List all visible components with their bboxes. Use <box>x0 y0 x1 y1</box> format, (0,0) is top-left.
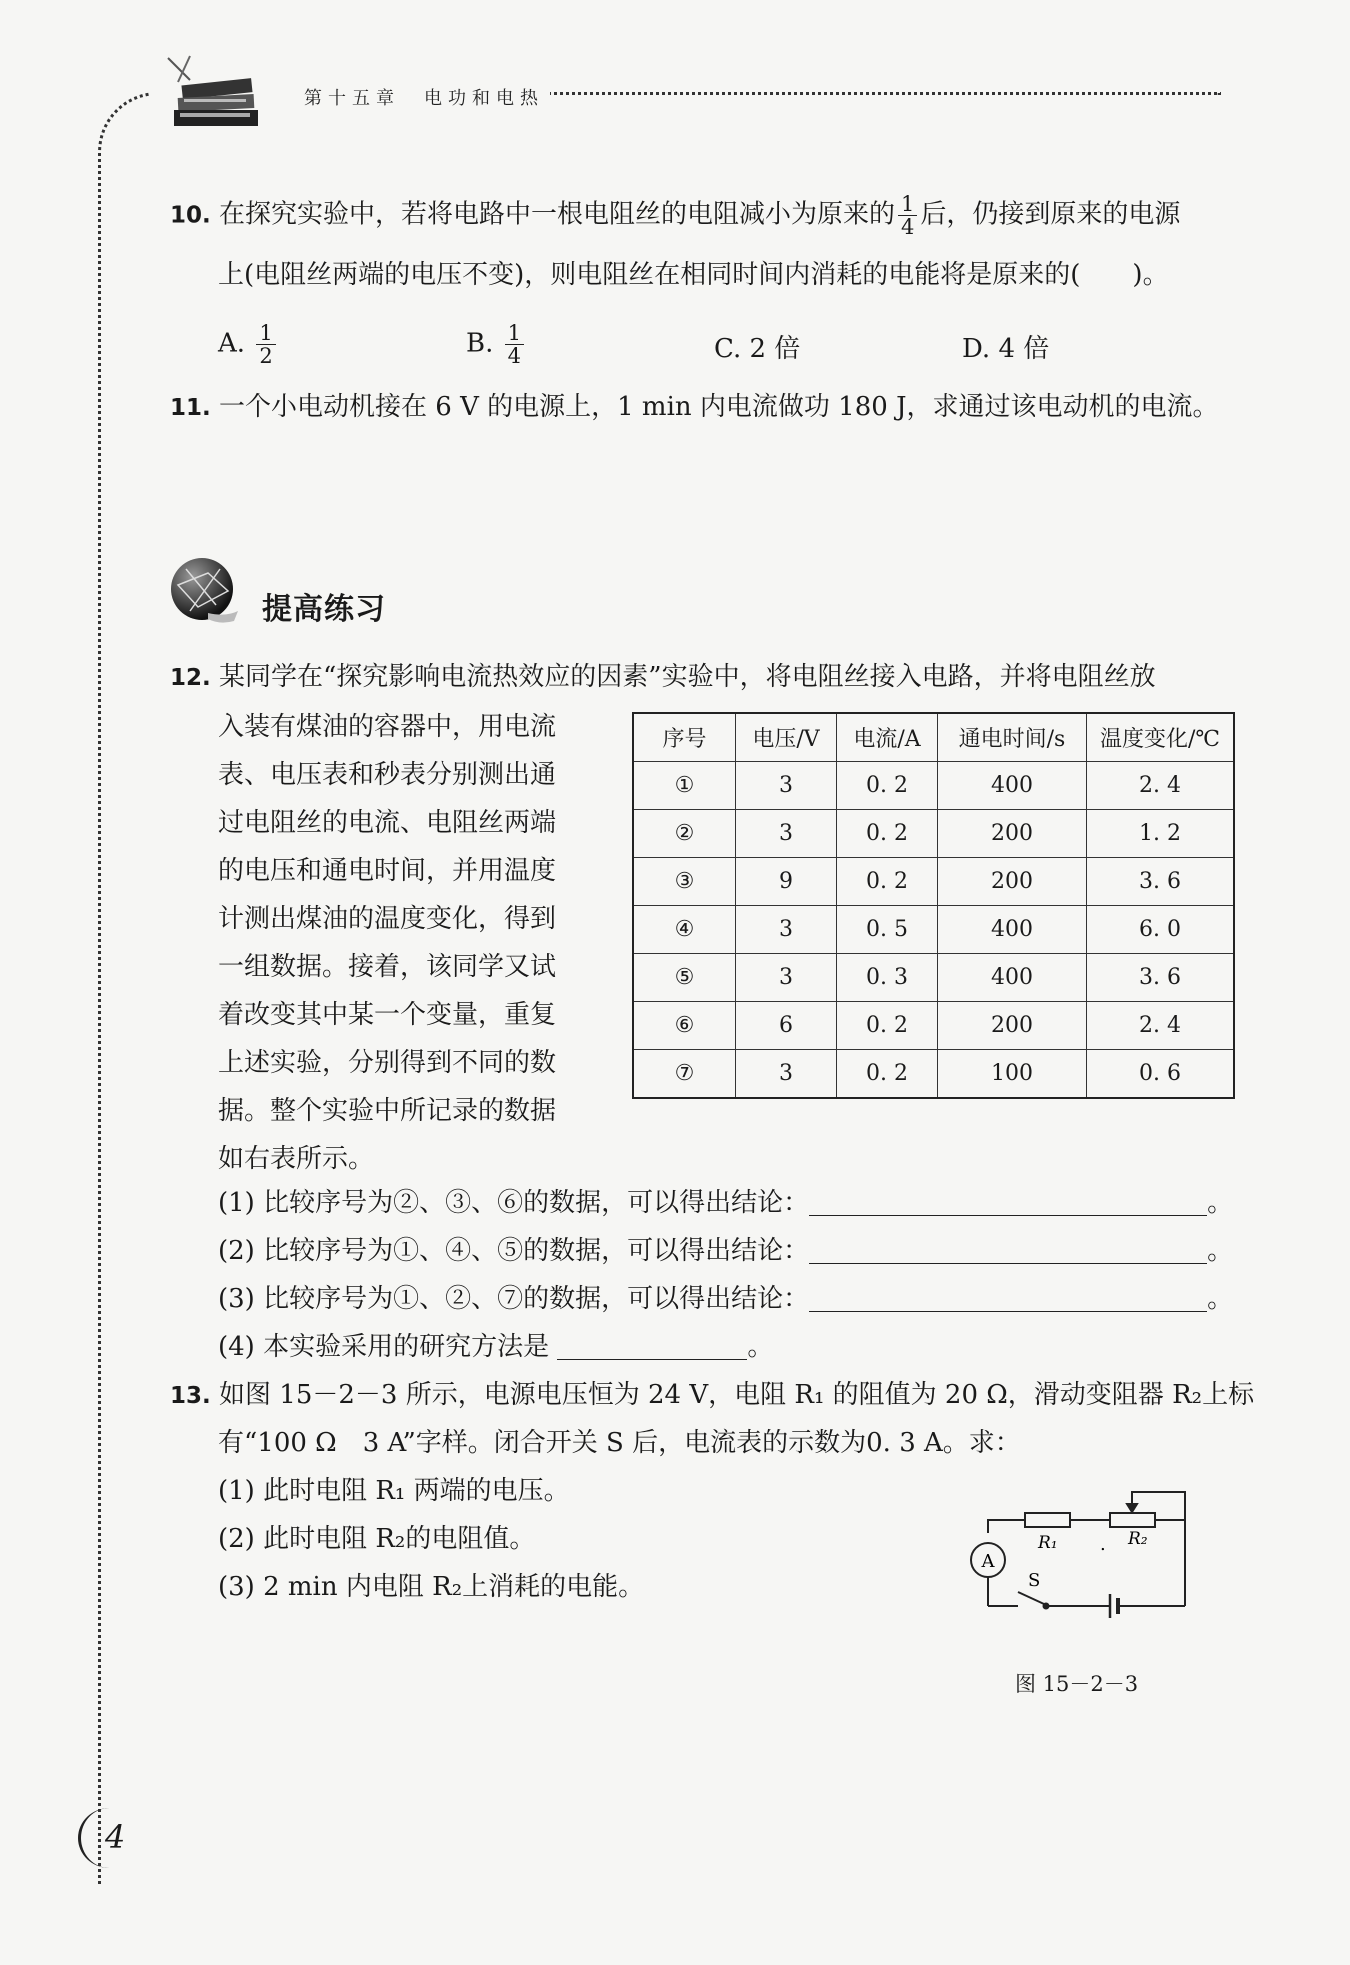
switch-icon <box>1018 1592 1044 1604</box>
table-row: ⑥ 6 0. 2 200 2. 4 <box>633 1002 1234 1050</box>
svg-text:R₁: R₁ <box>1038 1533 1058 1553</box>
table-header-row: 序号 电压/V 电流/A 通电时间/s 温度变化/℃ <box>633 713 1234 762</box>
q10-fraction: $\frac{1}{4}$ <box>898 193 917 238</box>
q12-sub1: (1) 比较序号为②、③、⑥的数据，可以得出结论： 。 <box>218 1188 1234 1218</box>
q13-sub1: (1) 此时电阻 R₁ 两端的电压。 <box>218 1476 570 1506</box>
books-logo-icon <box>160 52 270 138</box>
q10-line1 <box>170 193 1180 238</box>
globe-icon <box>168 555 240 627</box>
svg-text:A: A <box>981 1551 995 1572</box>
q10-text-after: 后，仍接到原来的电源 <box>920 199 1181 230</box>
q10-option-c: C. 2 倍 <box>714 334 801 364</box>
table-row: ② 3 0. 2 200 1. 2 <box>633 810 1234 858</box>
resistor-r1 <box>1025 1513 1070 1527</box>
q10-number: 10. <box>170 202 211 229</box>
q12-sub2: (2) 比较序号为①、④、⑤的数据，可以得出结论： 。 <box>218 1236 1234 1266</box>
q13-sub2: (2) 此时电阻 R₂的电阻值。 <box>218 1524 536 1554</box>
answer-blank-4[interactable] <box>557 1335 747 1360</box>
q12-line1: 12. 某同学在“探究影响电流热效应的因素”实验中，将电阻丝接入电路，并将电阻丝放 <box>170 662 1156 692</box>
chapter-header: 第十五章 电功和电热 <box>298 84 550 110</box>
q13-line2: 有“100 Ω 3 A”字样。闭合开关 S 后，电流表的示数为0. 3 A。求： <box>218 1428 1021 1458</box>
answer-blank-2[interactable] <box>809 1239 1207 1264</box>
circuit-diagram <box>960 1480 1190 1640</box>
q12-sub4: (4) 本实验采用的研究方法是 。 <box>218 1332 774 1362</box>
table-row: ④ 3 0. 5 400 6. 0 <box>633 906 1234 954</box>
q11: 11. 一个小电动机接在 6 V 的电源上，1 min 内电流做功 180 J，求通过该电动机的电流。 <box>170 392 1219 422</box>
q13-sub3: (3) 2 min 内电阻 R₂上消耗的电能。 <box>218 1572 645 1602</box>
q10-line2: 上(电阻丝两端的电压不变)，则电阻丝在相同时间内消耗的电能将是原来的( )。 <box>218 260 1169 290</box>
page-number: 4 <box>78 1808 141 1868</box>
q13-line1: 13. 如图 15－2－3 所示，电源电压恒为 24 V，电阻 R₁ 的阻值为 20 Ω，滑动变阻器 R₂上标 <box>170 1380 1255 1410</box>
rheostat-r2 <box>1110 1513 1155 1527</box>
data-table <box>632 712 1235 1099</box>
figure-caption: 图 15－2－3 <box>1015 1672 1139 1696</box>
svg-text:S: S <box>1028 1570 1041 1591</box>
table-row: ⑤ 3 0. 3 400 3. 6 <box>633 954 1234 1002</box>
svg-text:R₂: R₂ <box>1128 1529 1148 1549</box>
svg-text:.: . <box>1100 1534 1106 1555</box>
q10-option-d: D. 4 倍 <box>962 334 1050 364</box>
q12-wrapped-text: 入装有煤油的容器中，用电流 表、电压表和秒表分别测出通 过电阻丝的电流、电阻丝两端 的电压和通电时间，并用温度 计测出煤油的温度变化，得到 一组数据。接着，该同学又试 着改变其中某一个变量，重复 上述实验，分别得到不同的数 据。整个实验中所记录的数据 如右表所示。 <box>218 712 557 1174</box>
table-row: ③ 9 0. 2 200 3. 6 <box>633 858 1234 906</box>
answer-blank-1[interactable] <box>809 1191 1207 1216</box>
q12-sub3: (3) 比较序号为①、②、⑦的数据，可以得出结论： 。 <box>218 1284 1234 1314</box>
q10-option-b: B. $\frac{1}{4}$ <box>466 322 527 367</box>
q10-text-before: 在探究实验中，若将电路中一根电阻丝的电阻减小为原来的 <box>219 199 896 230</box>
answer-blank-3[interactable] <box>809 1287 1207 1312</box>
section-title: 提高练习 <box>262 592 386 627</box>
q10-option-a: A. $\frac{1}{2}$ <box>218 322 279 367</box>
table-row: ⑦ 3 0. 2 100 0. 6 <box>633 1050 1234 1099</box>
table-row: ① 3 0. 2 400 2. 4 <box>633 762 1234 810</box>
